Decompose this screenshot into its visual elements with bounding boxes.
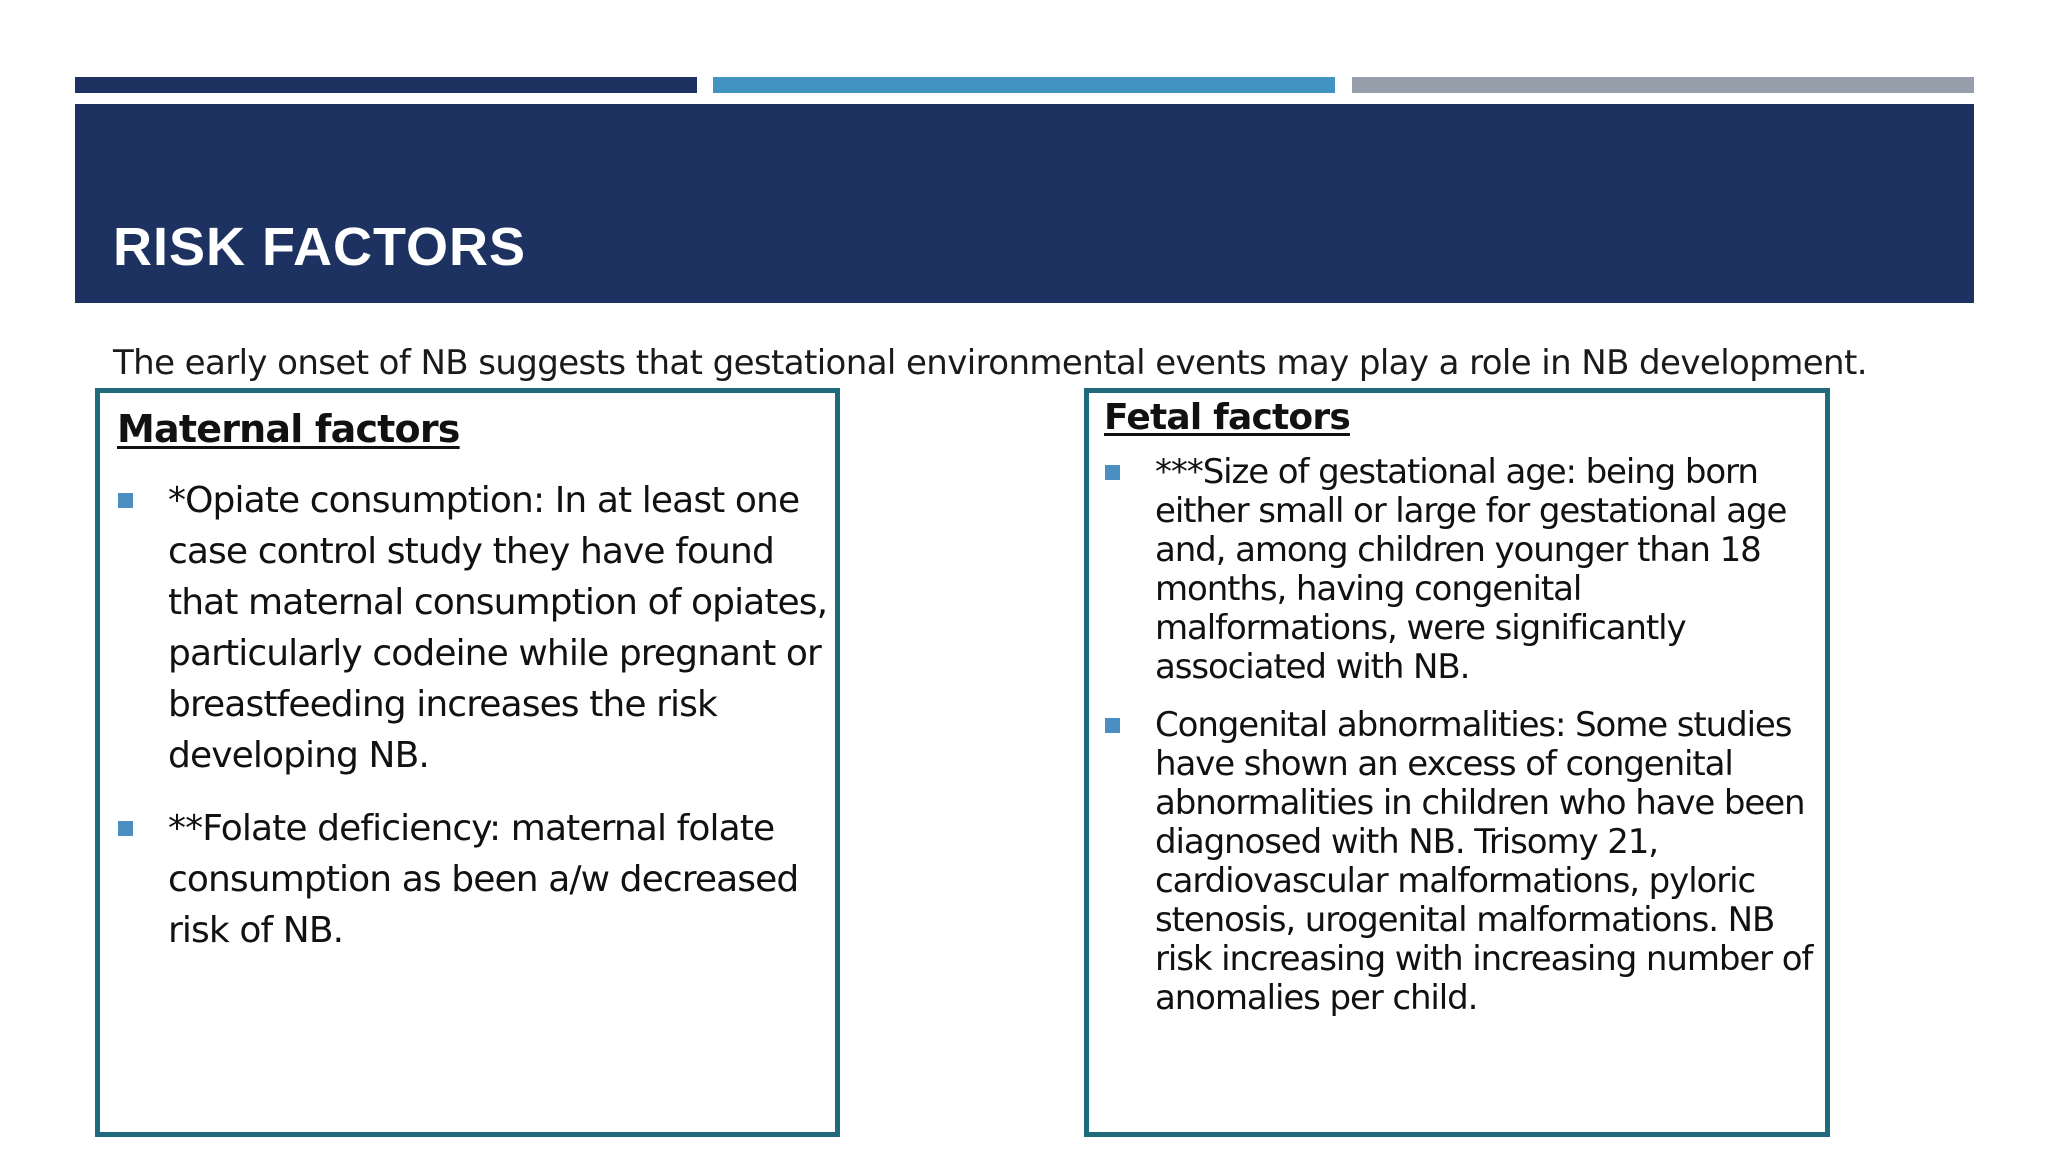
bullet-text: Congenital abnormalities: Some studies have shown an excess of congenital abnormalities in children who have been diagnosed with NB. Trisomy 21, cardiovascular malformations, pyloric stenosis, urogenital malformations. NB risk increasing with increasing number of anomalies per child. xyxy=(1155,705,1813,1018)
fetal-factors-list xyxy=(1104,453,1824,1037)
fetal-factors-box xyxy=(1084,388,1830,1137)
list-item xyxy=(1104,453,1824,687)
square-bullet-icon xyxy=(1105,718,1120,733)
square-bullet-icon xyxy=(118,493,133,508)
square-bullet-icon xyxy=(118,821,133,836)
slide-title: RISK FACTORS xyxy=(113,217,527,277)
list-item xyxy=(117,475,832,781)
list-item xyxy=(117,803,832,956)
bullet-text: *Opiate consumption: In at least one case control study they have found that maternal consumption of opiates, particularly codeine while pregnant or breastfeeding increases the risk developing NB. xyxy=(168,480,828,776)
accent-stripe-navy xyxy=(75,77,697,93)
maternal-factors-list xyxy=(117,475,832,978)
accent-stripe-gray xyxy=(1352,77,1974,93)
fetal-factors-heading: Fetal factors xyxy=(1104,397,1350,438)
bullet-text: ***Size of gestational age: being born either small or large for gestational age and, among children younger than 18 months, having congenital malformations, were significantly associated with NB. xyxy=(1155,452,1787,687)
accent-stripe-blue xyxy=(713,77,1335,93)
maternal-factors-heading: Maternal factors xyxy=(117,407,460,451)
intro-text: The early onset of NB suggests that gestational environmental events may play a role in NB development. xyxy=(113,343,1867,383)
square-bullet-icon xyxy=(1105,465,1120,480)
bullet-text: **Folate deficiency: maternal folate consumption as been a/w decreased risk of NB. xyxy=(168,808,799,951)
maternal-factors-box xyxy=(95,388,840,1137)
list-item xyxy=(1104,706,1824,1018)
